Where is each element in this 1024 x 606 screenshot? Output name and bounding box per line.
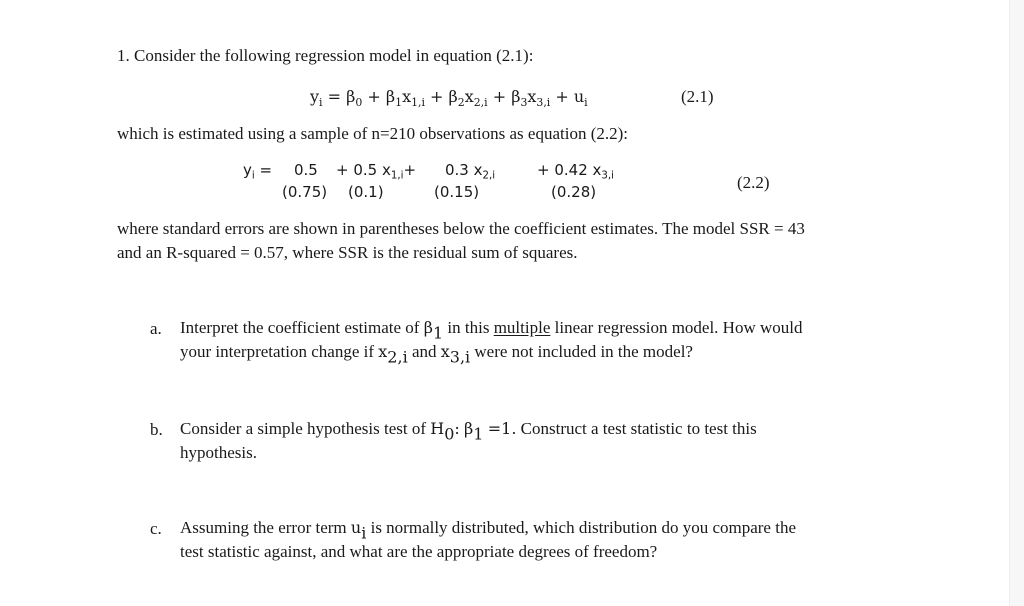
eq1-plus: + [367,87,381,106]
eq1-beta1-sub: 1 [395,95,403,109]
eq2-se1: (0.1) [348,183,384,201]
eq2-lhs-y: y [243,161,252,179]
equation-2-1 [310,87,588,109]
eq1-beta3: β [511,87,521,106]
eq2-x1-sub: 1,i [390,170,404,182]
qa-text: Interpret the coefficient estimate of [180,318,420,337]
question-c-text [180,516,900,564]
eq2-plus: + [403,161,417,179]
error-term-sub: i [361,523,367,543]
eq2-x3-sub: 3,i [601,170,614,182]
eq1-plus: + [555,87,569,106]
se-explanation-line1: where standard errors are shown in parentheses below the coefficient estimates. The model SSR = 43 [117,219,805,238]
h0-colon: : [454,419,460,438]
x2-symbol: x [378,342,388,361]
underlined-word-multiple: multiple [493,318,551,337]
question-b-line1 [180,417,900,444]
eq2-se3: (0.28) [551,183,597,201]
h0-sub: 0 [444,424,455,444]
eq1-beta0: β [346,87,356,106]
eq2-lhs-sub: i [251,170,255,182]
eq1-x3: x [527,87,537,106]
x3-symbol: x [440,342,450,361]
eq2-equals: = [259,161,273,179]
question-b-label: b. [150,420,163,439]
eq1-lhs-sub: i [319,95,323,109]
equation-2-2-label: (2.2) [737,173,770,192]
qa-text: were not included in the model? [474,342,693,361]
h0-symbol: H [430,419,445,438]
eq1-beta1: β [385,87,396,106]
question-intro-text: Consider the following regression model in equation (2.1): [134,46,534,65]
qc-text: Assuming the error term [180,518,347,537]
eq1-error: u [573,87,585,106]
eq1-x2: x [464,87,474,106]
vertical-scrollbar[interactable] [1009,0,1024,606]
question-b-line2: hypothesis. [180,443,257,462]
eq2-coef2: 0.3 [445,161,469,179]
h0-value: =1. [487,419,517,438]
eq2-x1: x [381,161,391,179]
eq2-term1 [336,161,417,182]
eq2-x2: x [473,161,483,179]
question-a-line2 [180,340,900,367]
eq2-coef1: + 0.5 [336,161,378,179]
beta1-symbol: β [423,318,433,337]
eq2-x3: x [592,161,602,179]
eq2-se2: (0.15) [434,183,480,201]
question-number: 1. [117,46,130,65]
beta1-sub: 1 [473,424,484,444]
eq2-term2 [445,161,496,182]
estimation-text: which is estimated using a sample of n=210 observations as equation (2.2): [117,124,628,143]
eq2-coef0: 0.5 [294,161,318,179]
eq1-beta2-sub: 2 [457,95,465,109]
beta1-symbol: β [464,419,474,438]
eq1-beta2: β [448,87,458,106]
eq1-x1: x [402,87,412,106]
qa-text: linear regression model. How would [554,318,803,337]
eq2-lhs [243,161,273,182]
eq1-x3-sub: 3,i [536,95,551,109]
qb-text: Construct a test statistic to test this [520,419,757,438]
eq1-lhs: y [310,87,320,106]
question-b-text [180,417,900,465]
eq1-plus: + [492,87,507,106]
qa-text: in this [447,318,490,337]
se-explanation-line2: and an R-squared = 0.57, where SSR is the residual sum of squares. [117,243,578,262]
error-term-symbol: u [350,518,362,537]
question-intro [117,46,533,66]
eq2-se0: (0.75) [282,183,328,201]
qb-text: Consider a simple hypothesis test of [180,419,427,438]
x2-sub: 2,i [387,347,408,367]
question-c-line2: test statistic against, and what are the appropriate degrees of freedom? [180,542,658,561]
x3-sub: 3,i [449,347,471,367]
eq1-plus: + [430,87,444,106]
eq1-beta3-sub: 3 [520,95,528,109]
eq2-coef3: + 0.42 [537,161,588,179]
eq2-x2-sub: 2,i [482,170,496,182]
eq1-beta0-sub: 0 [355,95,363,109]
question-c-line1 [180,516,900,543]
qa-text: and [411,342,437,361]
eq1-x1-sub: 1,i [411,95,425,109]
qc-text: is normally distributed, which distribution do you compare the [370,518,797,537]
eq1-equals: = [327,87,342,106]
eq1-x2-sub: 2,i [473,95,488,109]
qa-text: your interpretation change if [180,342,375,361]
question-a-line1 [180,316,900,343]
question-c-label: c. [150,519,162,538]
equation-2-1-label: (2.1) [681,87,714,106]
eq1-error-sub: i [584,95,588,109]
question-a-label: a. [150,319,162,338]
eq2-term3 [537,161,614,182]
beta1-sub: 1 [432,323,444,343]
question-a-text [180,316,900,367]
